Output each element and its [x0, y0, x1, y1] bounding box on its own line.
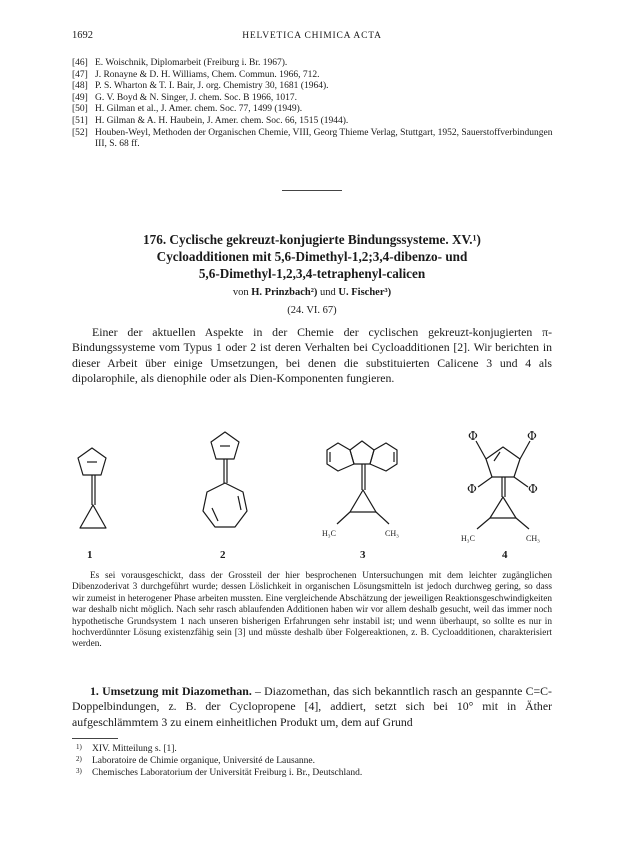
- methyl-label: H₃C: [322, 529, 336, 538]
- structure-2: [203, 432, 247, 561]
- authors-conjunction: und: [320, 287, 336, 298]
- title-line: 176. Cyclische gekreuzt-konjugierte Bindungssysteme. XV.¹): [143, 232, 481, 247]
- section-paragraph: [72, 684, 552, 730]
- structure-label: 3: [360, 549, 366, 561]
- structure-3: [322, 441, 399, 561]
- authors-prefix: von: [232, 287, 249, 298]
- page-number: 1692: [72, 30, 93, 41]
- reference-number: [50]: [72, 104, 88, 115]
- structure-label: 2: [220, 549, 226, 561]
- reference-number: [46]: [72, 58, 88, 68]
- phenyl-label: Φ: [467, 482, 477, 496]
- footnote-text: Chemisches Laboratorium der Universität Freiburg i. Br., Deutschland.: [92, 768, 363, 778]
- footnote-mark: 2): [76, 755, 82, 763]
- footnote-mark: 3): [76, 767, 82, 775]
- methyl-label: CH₃: [385, 529, 399, 538]
- structure-label: 1: [87, 549, 93, 561]
- phenyl-label: Φ: [527, 429, 537, 443]
- structure-4: [461, 429, 540, 561]
- intro-paragraph: Einer der aktuellen Aspekte in der Chemie der cyclischen gekreuzt-konjugierten π-Bindungssysteme vom Typus 1 oder 2 ist deren Verhalten bei Cycloadditionen [2]. Wir berichten in dieser Arbeit über einige Umsetzungen, bei denen die substituierten Calicene 3 und 4 als dipolarophile, als dienophile oder als Dien-Komponenten fungieren.: [72, 325, 552, 386]
- journal-title: HELVETICA CHIMICA ACTA: [242, 31, 382, 41]
- reference-text: H. Gilman & A. H. Haubein, J. Amer. chem. Soc. 66, 1515 (1944).: [95, 115, 349, 126]
- footnote-text: XIV. Mitteilung s. [1].: [92, 744, 177, 754]
- structure-1: [78, 448, 106, 561]
- reference-text: H. Gilman et al., J. Amer. chem. Soc. 77, 1499 (1949).: [95, 104, 303, 115]
- reference-text: G. V. Boyd & N. Singer, J. chem. Soc. B 1966, 1017.: [95, 92, 297, 103]
- preliminary-note: Es sei vorausgeschickt, dass der Grossteil der hier besprochenen Untersuchungen mit dem leichter zugänglichen Dibenzoderivat 3 durchgeführt wurde; dessen Löslichkeit in organischen Lösungsmitteln ist jedoch durchweg gering, so dass wir zumeist in heterogener Phase arbeiten mussten. Eine vergleichende Abschätzung der jeweiligen Reaktionsgeschwindigkeiten war deshalb nicht möglich. Nach sehr rasch ablaufenden Additionen haben wir vor allem deshalb gesucht, weil das immer noch hypothetische Grundsystem 1 nach unseren bisherigen Erfahrungen sehr instabil ist; und wenn überhaupt, so sollte es nur in hochverdünnter Lösung existenzfähig sein [3] und müsste deshalb über Folgereaktionen, z. B. Cycloadditionen, charakterisiert werden.: [72, 571, 552, 650]
- footnote: [72, 743, 552, 755]
- section-text: – Diazomethan, das sich bekanntlich rasch an gespannte C=C-Doppelbindungen, z. B. der Cyclopropene [4], addiert, setzt sich bei 10° mit in Äther aufgeschlämmtem 3 zu einem einheitlichen Produkt um, dem auf Grund: [72, 684, 552, 729]
- reference-number: [49]: [72, 92, 88, 103]
- methyl-label: H₃C: [461, 534, 475, 543]
- reference-text: J. Ronayne & D. H. Williams, Chem. Commun. 1966, 712.: [95, 69, 320, 80]
- title-line: 5,6-Dimethyl-1,2,3,4-tetraphenyl-calicen: [198, 266, 426, 281]
- title-line: Cycloadditionen mit 5,6-Dimethyl-1,2;3,4-dibenzo- und: [156, 249, 468, 264]
- reference-number: [52]: [72, 127, 88, 138]
- footnote-mark: 1): [76, 743, 82, 751]
- section-heading: 1. Umsetzung mit Diazomethan.: [90, 684, 252, 698]
- footnote: [72, 755, 552, 767]
- footnotes: [72, 743, 552, 779]
- phenyl-label: Φ: [468, 429, 478, 443]
- phenyl-label: Φ: [528, 482, 538, 496]
- reference-number: [48]: [72, 81, 88, 92]
- footnote-divider: [72, 738, 118, 739]
- reference-text: E. Woischnik, Diplomarbeit (Freiburg i. Br. 1967).: [95, 58, 288, 68]
- structure-label: 4: [502, 549, 508, 561]
- received-date: (24. VI. 67): [287, 305, 337, 316]
- author-name: H. Prinzbach²): [251, 287, 318, 298]
- reference-text: Houben-Weyl, Methoden der Organischen Chemie, VIII, Georg Thieme Verlag, Stuttgart, 1952, Sauerstoffverbindungen III, S. 68 ff.: [95, 127, 553, 150]
- reference-number: [47]: [72, 69, 88, 80]
- reference-number: [51]: [72, 115, 88, 126]
- author-name: U. Fischer³): [338, 287, 392, 298]
- footnote-text: Laboratoire de Chimie organique, Université de Lausanne.: [92, 756, 315, 766]
- methyl-label: CH₃: [526, 534, 540, 543]
- footnote: [72, 767, 552, 779]
- reference-text: P. S. Wharton & T. I. Bair, J. org. Chemistry 30, 1681 (1964).: [95, 81, 329, 92]
